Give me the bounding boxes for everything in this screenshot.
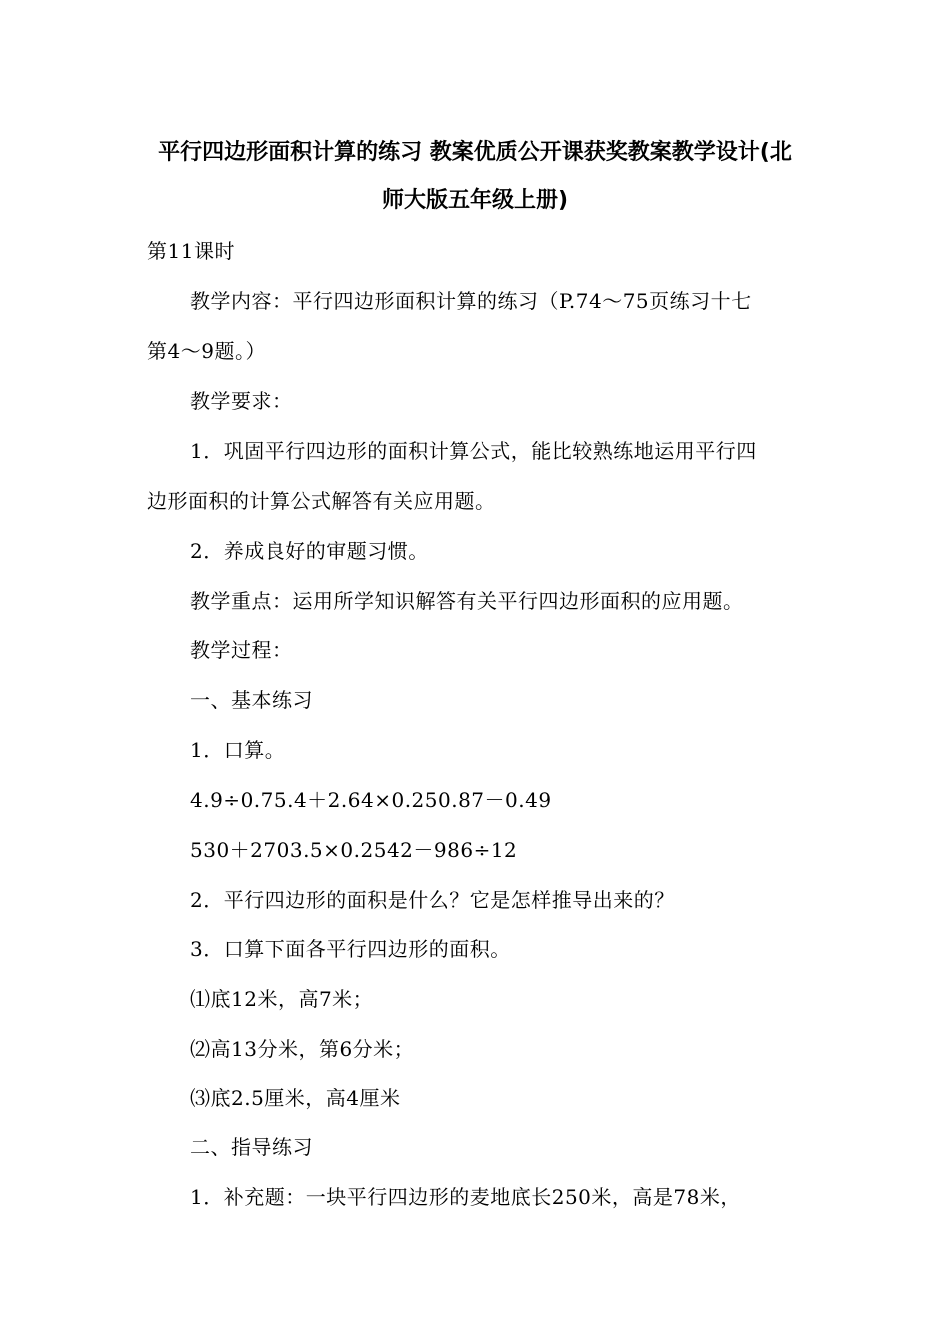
section-basic-practice: 一、基本练习 xyxy=(190,688,313,712)
calculation-row-1: 4.9÷0.75.4＋2.64×0.250.87－0.49 xyxy=(190,788,552,812)
calculation-row-2: 530＋2703.5×0.2542－986÷12 xyxy=(190,838,518,862)
sub-exercise-3: ⑶底2.5厘米，高4厘米 xyxy=(190,1086,401,1110)
requirement-1-line-1: 1．巩固平行四边形的面积计算公式，能比较熟练地运用平行四 xyxy=(190,439,757,463)
teaching-content-line-2: 第4～9题。） xyxy=(147,339,266,363)
requirement-2: 2．养成良好的审题习惯。 xyxy=(190,539,429,563)
sub-exercise-1: ⑴底12米，高7米； xyxy=(190,987,374,1011)
document-title-line-1: 平行四边形面积计算的练习 教案优质公开课获奖教案教学设计(北 xyxy=(158,140,792,165)
item-mental-calculation: 1．口算。 xyxy=(190,738,286,762)
requirements-heading: 教学要求： xyxy=(190,389,293,413)
sub-exercise-2: ⑵高13分米，第6分米； xyxy=(190,1037,415,1061)
supplementary-question: 1．补充题：一块平行四边形的麦地底长250米，高是78米， xyxy=(190,1185,741,1209)
lesson-number: 第11课时 xyxy=(147,239,235,263)
teaching-content-line-1: 教学内容：平行四边形面积计算的练习（P.74～75页练习十七 xyxy=(190,289,752,313)
requirement-1-line-2: 边形面积的计算公式解答有关应用题。 xyxy=(147,489,496,513)
key-point: 教学重点：运用所学知识解答有关平行四边形面积的应用题。 xyxy=(190,589,744,613)
item-area-exercises: 3．口算下面各平行四边形的面积。 xyxy=(190,937,511,961)
process-heading: 教学过程： xyxy=(190,638,293,662)
item-area-question: 2．平行四边形的面积是什么？它是怎样推导出来的？ xyxy=(190,888,675,912)
section-guided-practice: 二、指导练习 xyxy=(190,1135,313,1159)
document-title-line-2: 师大版五年级上册) xyxy=(381,188,569,213)
